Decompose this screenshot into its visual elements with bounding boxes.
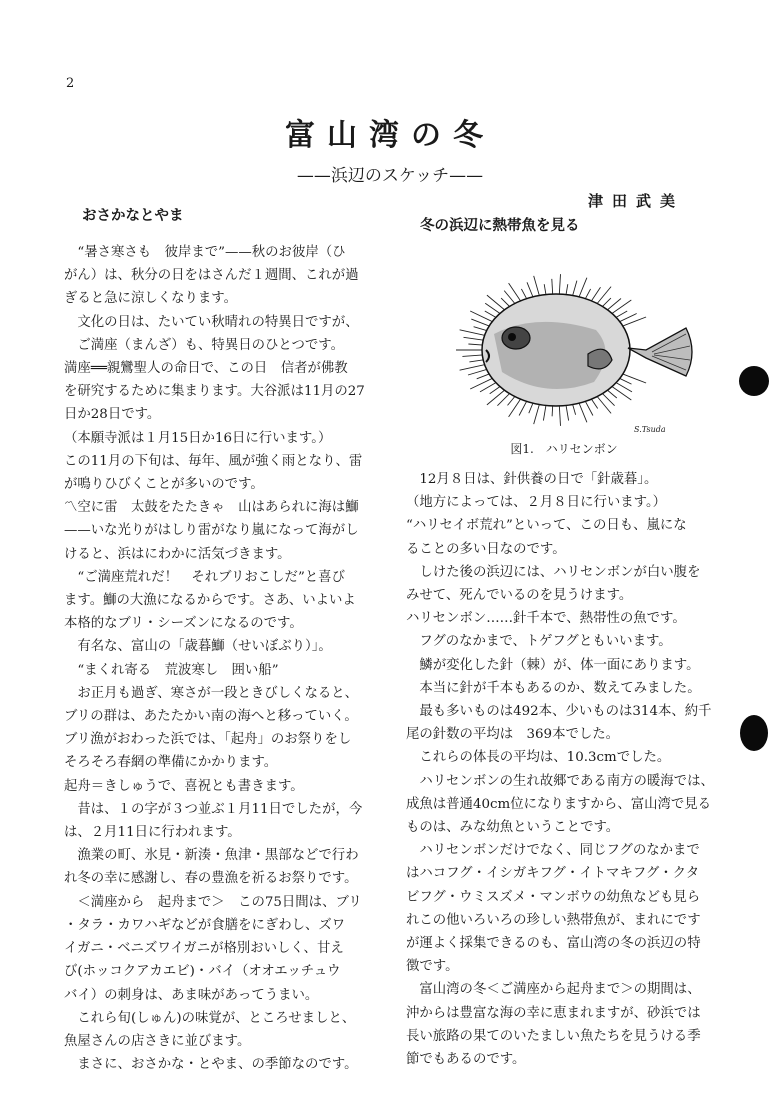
left-column-text (64, 241, 382, 1076)
text-line: 12月８日は、針供養の日で「針歳暮」。 (406, 472, 658, 487)
text-line: ることの多い日なのです。 (406, 541, 566, 557)
text-line: けると、浜はにわかに活気づきます。 (64, 546, 291, 562)
text-line: ブリ漁がおわった浜では、「起舟」のお祭りをし (64, 732, 352, 748)
text-line: ハリセンボンだけでなく、同じフグのなかまで (406, 843, 700, 859)
author-name: 津田武美 (588, 192, 685, 210)
text-line: みせて、死んでいるのを見うけます。 (406, 588, 633, 604)
text-line: 最も多いものは492本、少いものは314本、約千 (406, 704, 712, 720)
text-line: はハコフグ・イシガキフグ・イトマキフグ・クタ (406, 866, 700, 882)
text-line: ます。鰤の大漁になるからです。さあ、いよいよ (64, 593, 356, 609)
text-line: ハリセンボン……針千本で、熱帯性の魚です。 (406, 611, 686, 627)
text-line: ・タラ・カワハギなどが食膳をにぎわし、ズワ (64, 917, 346, 933)
text-line: 魚屋さんの店さきに並びます。 (64, 1033, 251, 1049)
text-line: ものは、みな幼魚ということです。 (406, 820, 620, 836)
text-line: 本格的なブリ・シーズンになるのです。 (64, 616, 303, 632)
text-line: （地方によっては、２月８日に行います。） (406, 495, 667, 511)
text-line: フグのなかまで、トゲフグともいいます。 (406, 634, 672, 650)
text-line: ハリセンボンの生れ故郷である南方の暖海では、 (406, 773, 714, 789)
text-line: （本願寺派は１月15日か16日に行います。） (64, 430, 332, 446)
right-column-heading: 冬の浜辺に熱帯魚を見る (420, 218, 580, 234)
text-line: 徴です。 (406, 959, 459, 975)
text-line: お正月も過ぎ、寒さが一段ときびしくなると、 (64, 685, 359, 701)
text-line: がん）は、秋分の日をはさんだ１週間、これが過 (64, 268, 359, 284)
text-line: ぎると急に涼しくなります。 (64, 291, 238, 307)
text-line: が運よく採集できるのも、富山湾の冬の浜辺の特 (406, 936, 701, 952)
text-line: ビフグ・ウミスズメ・マンボウの幼魚なども見ら (406, 889, 701, 905)
text-line: が鳴りひびくことが多いのです。 (64, 477, 264, 493)
text-line: イガニ・ベニズワイガニが格別おいしく、甘え (64, 941, 344, 957)
text-line: バイ）の刺身は、あま味があってうまい。 (64, 987, 319, 1003)
text-line: を研究するために集まります。大谷派は11月の27 (64, 384, 365, 400)
text-line: 満座══親鸞聖人の命日で、この日 信者が佛教 (64, 361, 348, 377)
text-line: 日か28日です。 (64, 407, 161, 423)
text-line: れこの他いろいろの珍しい熱帯魚が、まれにです (406, 912, 701, 928)
left-column-heading: おさかなとやま (82, 208, 184, 224)
text-line: 鱗が変化した針（棘）が、体一面にあります。 (406, 657, 700, 673)
text-line: 富山湾の冬＜ご満座から起舟まで＞の期間は、 (406, 982, 701, 998)
text-line: この11月の下旬は、毎年、風が強く雨となり、雷 (64, 453, 363, 469)
text-line: “ハリセイボ荒れ”といって、この日も、嵐にな (406, 518, 687, 534)
text-line: は、２月11日に行われます。 (64, 825, 241, 841)
text-line: まさに、おさかな・とやま、の季節なのです。 (64, 1057, 358, 1073)
text-line: 節でもあるのです。 (406, 1052, 526, 1068)
right-column (406, 214, 722, 1071)
pufferfish-illustration (406, 242, 722, 438)
binder-hole-bottom (740, 715, 768, 751)
text-line: ——いな光りがはしり雷がなり嵐になって海がし (64, 523, 359, 539)
text-line: これらの体長の平均は、10.3cmでした。 (406, 750, 671, 766)
text-line: 昔は、１の字が３つ並ぶ１月11日でしたが，今 (64, 801, 363, 817)
text-line: 起舟＝きしゅうで、喜祝とも書きます。 (64, 778, 304, 794)
text-line: しけた後の浜辺には、ハリセンボンが白い腹を (406, 564, 701, 580)
figure-caption: 図1. ハリセンボン (510, 442, 618, 456)
text-line: そろそろ春網の準備にかかります。 (64, 755, 278, 771)
text-line: “ご満座荒れだ！ それブリおこしだ”と喜び (64, 569, 345, 585)
text-line: ＜満座から 起舟まで＞ この75日間は、ブリ (64, 894, 362, 910)
text-line: ブリの群は、あたたかい南の海へと移っていく。 (64, 709, 358, 725)
text-line: 有名な、富山の「歳暮鰤（せいぼぶり）」。 (64, 639, 332, 655)
porcupinefish-drawing (406, 242, 722, 438)
text-line: ご満座（まんざ）も、特異日のひとつです。 (64, 337, 344, 353)
text-line: これら旬(しゅん)の味覚が、ところせましと、 (64, 1010, 356, 1026)
text-line: 本当に針が千本もあるのか、数えてみました。 (406, 680, 701, 696)
text-line: 〽空に雷 太鼓をたたきゃ 山はあられに海は鰤 (64, 500, 359, 516)
left-column (64, 204, 382, 1076)
page-title: 富山湾の冬 (285, 118, 495, 153)
text-line: “まくれ寄る 荒波寒し 囲い船” (64, 662, 279, 678)
text-line: 長い旅路の果てのいたましい魚たちを見うける季 (406, 1028, 701, 1044)
page-subtitle: ——浜辺のスケッチ—— (296, 166, 484, 186)
text-line: “暑さ寒さも 彼岸まで”——秋のお彼岸（ひ (64, 245, 346, 260)
page-number: 2 (66, 76, 75, 91)
right-column-text (406, 468, 722, 1071)
text-line: 漁業の町、氷見・新湊・魚津・黒部などで行わ (64, 848, 359, 864)
signature-text: S.Tsuda (634, 425, 666, 434)
text-line: 文化の日は、たいてい秋晴れの特異日ですが、 (64, 314, 359, 330)
binder-hole-top (739, 366, 769, 396)
text-line: 沖からは豊富な海の幸に恵まれますが、砂浜では (406, 1005, 701, 1021)
text-line: 成魚は普通40cm位になりますから、富山湾で見る (406, 796, 712, 812)
text-line: び(ホッコクアカエビ)・バイ（オオエッチュウ (64, 964, 341, 980)
text-line: 尾の針数の平均は 369本でした。 (406, 727, 620, 743)
text-line: れ冬の幸に感謝し、春の豊漁を祈るお祭りです。 (64, 871, 358, 887)
